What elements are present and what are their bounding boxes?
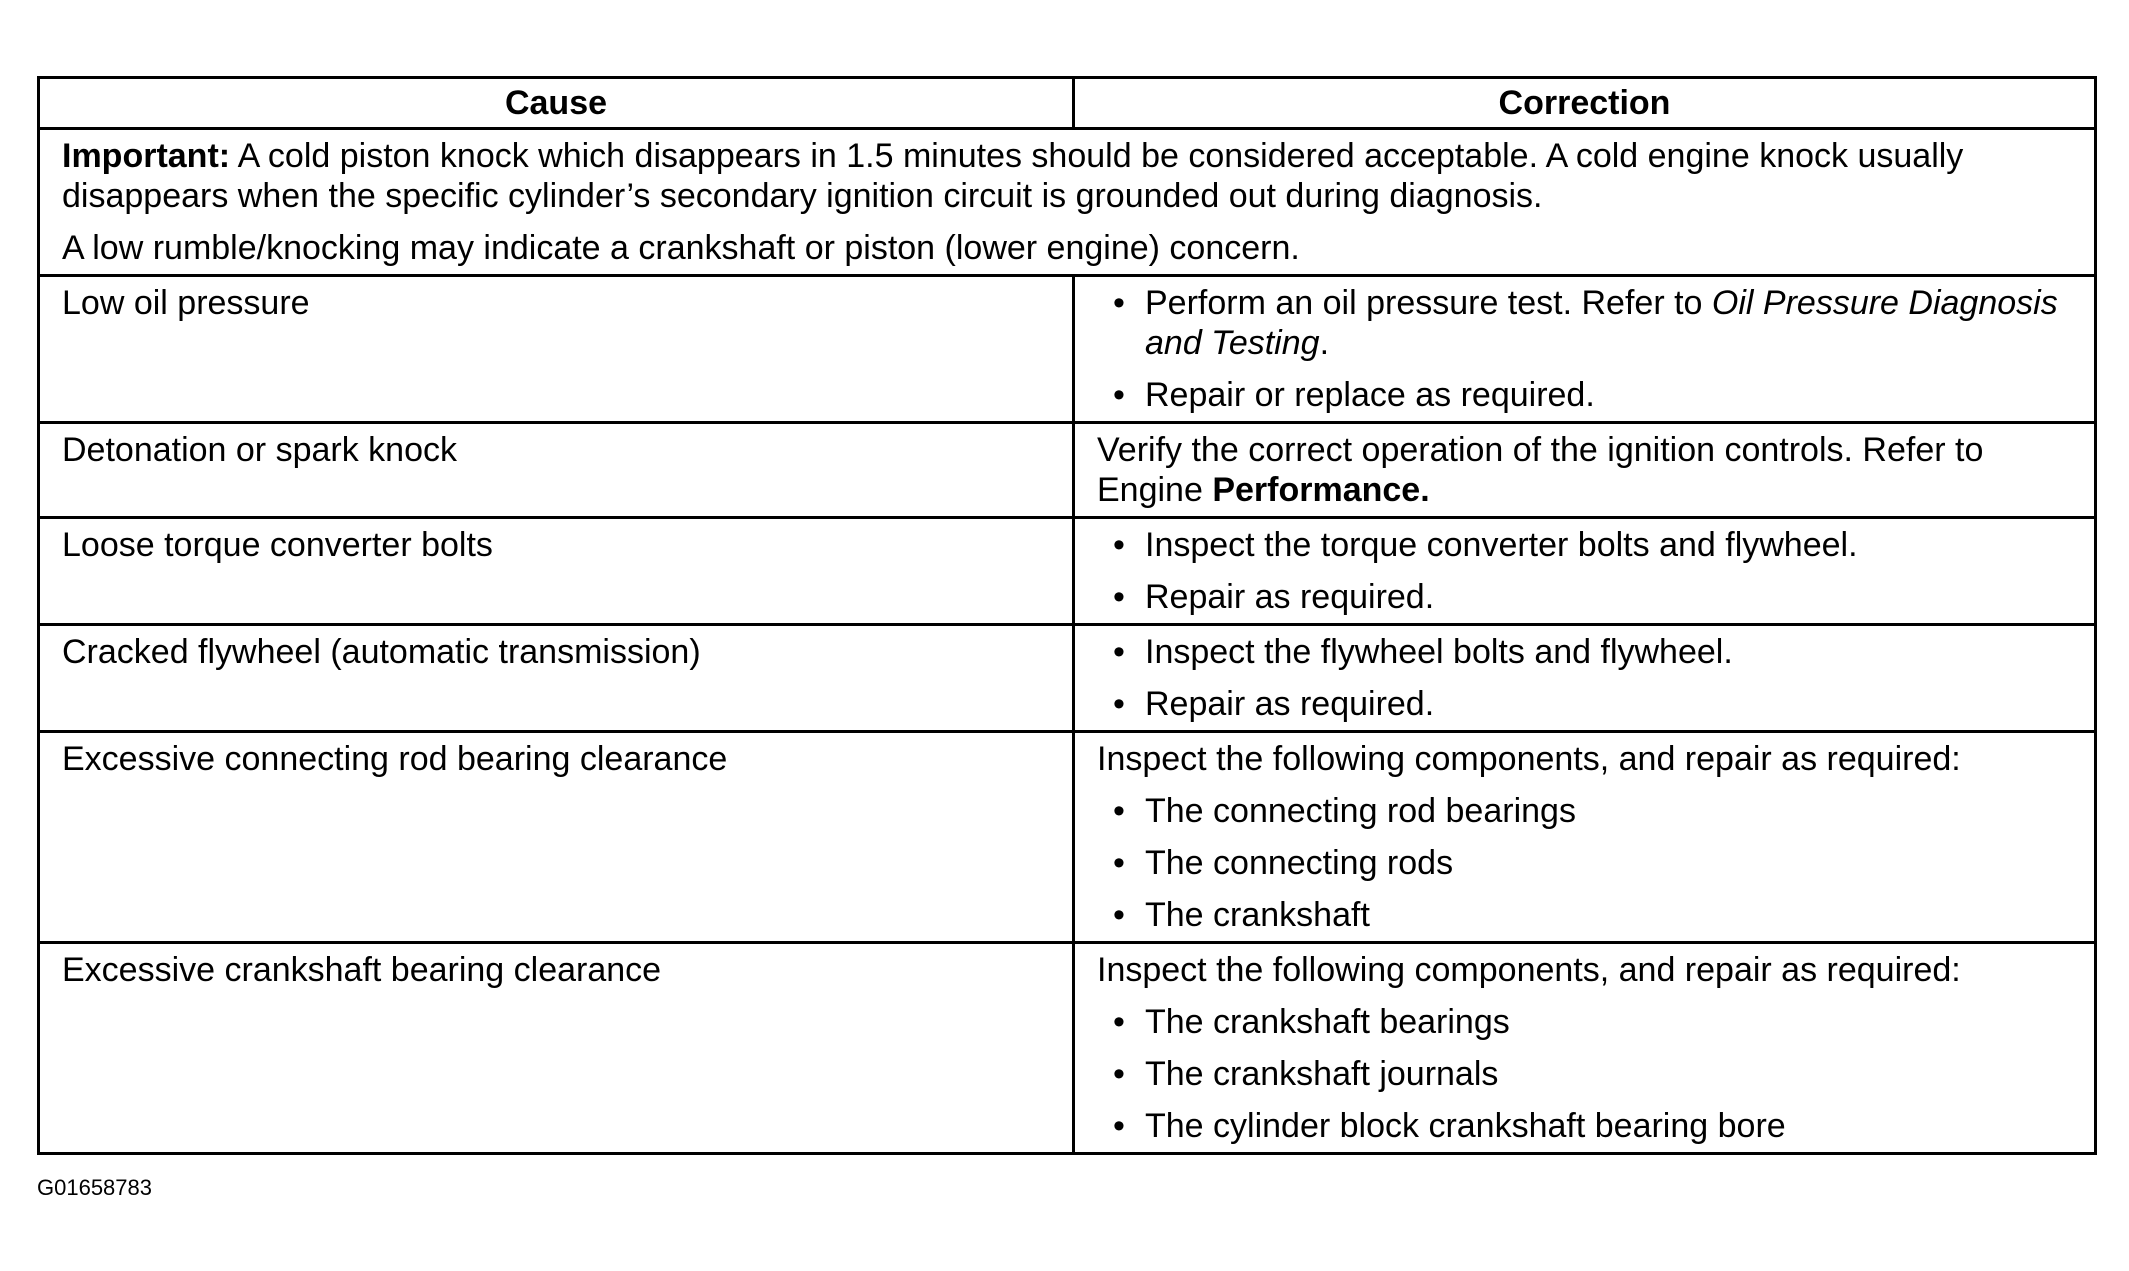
note-paragraph-2: A low rumble/knocking may indicate a crankshaft or piston (lower engine) concern. bbox=[62, 229, 1300, 267]
correction-cell bbox=[1074, 423, 2096, 518]
correction-intro: Inspect the following components, and repair as required: bbox=[1097, 951, 1961, 989]
correction-header: Correction bbox=[1074, 78, 2096, 129]
cause-cell: Cracked flywheel (automatic transmission) bbox=[39, 625, 1074, 732]
figure-id: G01658783 bbox=[37, 1175, 152, 1200]
correction-intro: Inspect the following components, and repair as required: bbox=[1097, 740, 1961, 778]
cause-cell: Excessive crankshaft bearing clearance bbox=[39, 943, 1074, 1154]
correction-list bbox=[1097, 791, 2074, 935]
table-row bbox=[39, 518, 2096, 625]
cause-cell: Loose torque converter bolts bbox=[39, 518, 1074, 625]
cause-cell: Low oil pressure bbox=[39, 276, 1074, 423]
list-item bbox=[1109, 283, 2074, 363]
list-item: • Repair as required. bbox=[1109, 577, 2074, 617]
important-note bbox=[39, 129, 2096, 276]
correction-list bbox=[1097, 632, 2074, 724]
list-item: • The connecting rods bbox=[1109, 843, 2074, 883]
table-row bbox=[39, 732, 2096, 943]
cause-cell: Detonation or spark knock bbox=[39, 423, 1074, 518]
correction-text: Verify the correct operation of the ignition controls. Refer to Engine bbox=[1097, 431, 1984, 509]
list-item: • Inspect the torque converter bolts and flywheel. bbox=[1109, 525, 2074, 565]
correction-cell bbox=[1074, 518, 2096, 625]
table-row bbox=[39, 625, 2096, 732]
list-item: • Repair as required. bbox=[1109, 684, 2074, 724]
list-item: • Repair or replace as required. bbox=[1109, 375, 2074, 415]
correction-list bbox=[1097, 525, 2074, 617]
diagnosis-table bbox=[37, 76, 2097, 1155]
cause-header: Cause bbox=[39, 78, 1074, 129]
correction-cell bbox=[1074, 276, 2096, 423]
correction-cell bbox=[1074, 943, 2096, 1154]
reference-link: Performance. bbox=[1212, 471, 1430, 509]
header-row bbox=[39, 78, 2096, 129]
list-item-text: . bbox=[1319, 324, 1330, 362]
table-row bbox=[39, 943, 2096, 1154]
correction-list bbox=[1097, 1002, 2074, 1146]
reference-link: Oil Pressure Diagnosis and Testing bbox=[1145, 284, 2058, 362]
note-text-1: A cold piston knock which disappears in 1.5 minutes should be considered acceptable. A cold engine knock usually disappears when the specific cylinder’s secondary ignition circuit is grounded out during diagnosis. bbox=[62, 137, 1964, 215]
table-row bbox=[39, 423, 2096, 518]
note-row bbox=[39, 129, 2096, 276]
list-item: • Inspect the flywheel bolts and flywheel. bbox=[1109, 632, 2074, 672]
list-item: • The crankshaft journals bbox=[1109, 1054, 2074, 1094]
correction-cell bbox=[1074, 732, 2096, 943]
list-item: • The cylinder block crankshaft bearing bore bbox=[1109, 1106, 2074, 1146]
table-row bbox=[39, 276, 2096, 423]
list-item-text: Perform an oil pressure test. Refer to bbox=[1145, 284, 1712, 322]
note-paragraph-1 bbox=[62, 136, 2074, 216]
note-label: Important: bbox=[62, 137, 231, 175]
correction-cell bbox=[1074, 625, 2096, 732]
correction-list bbox=[1097, 283, 2074, 415]
list-item: • The connecting rod bearings bbox=[1109, 791, 2074, 831]
list-item: • The crankshaft bbox=[1109, 895, 2074, 935]
list-item: • The crankshaft bearings bbox=[1109, 1002, 2074, 1042]
cause-cell: Excessive connecting rod bearing clearance bbox=[39, 732, 1074, 943]
